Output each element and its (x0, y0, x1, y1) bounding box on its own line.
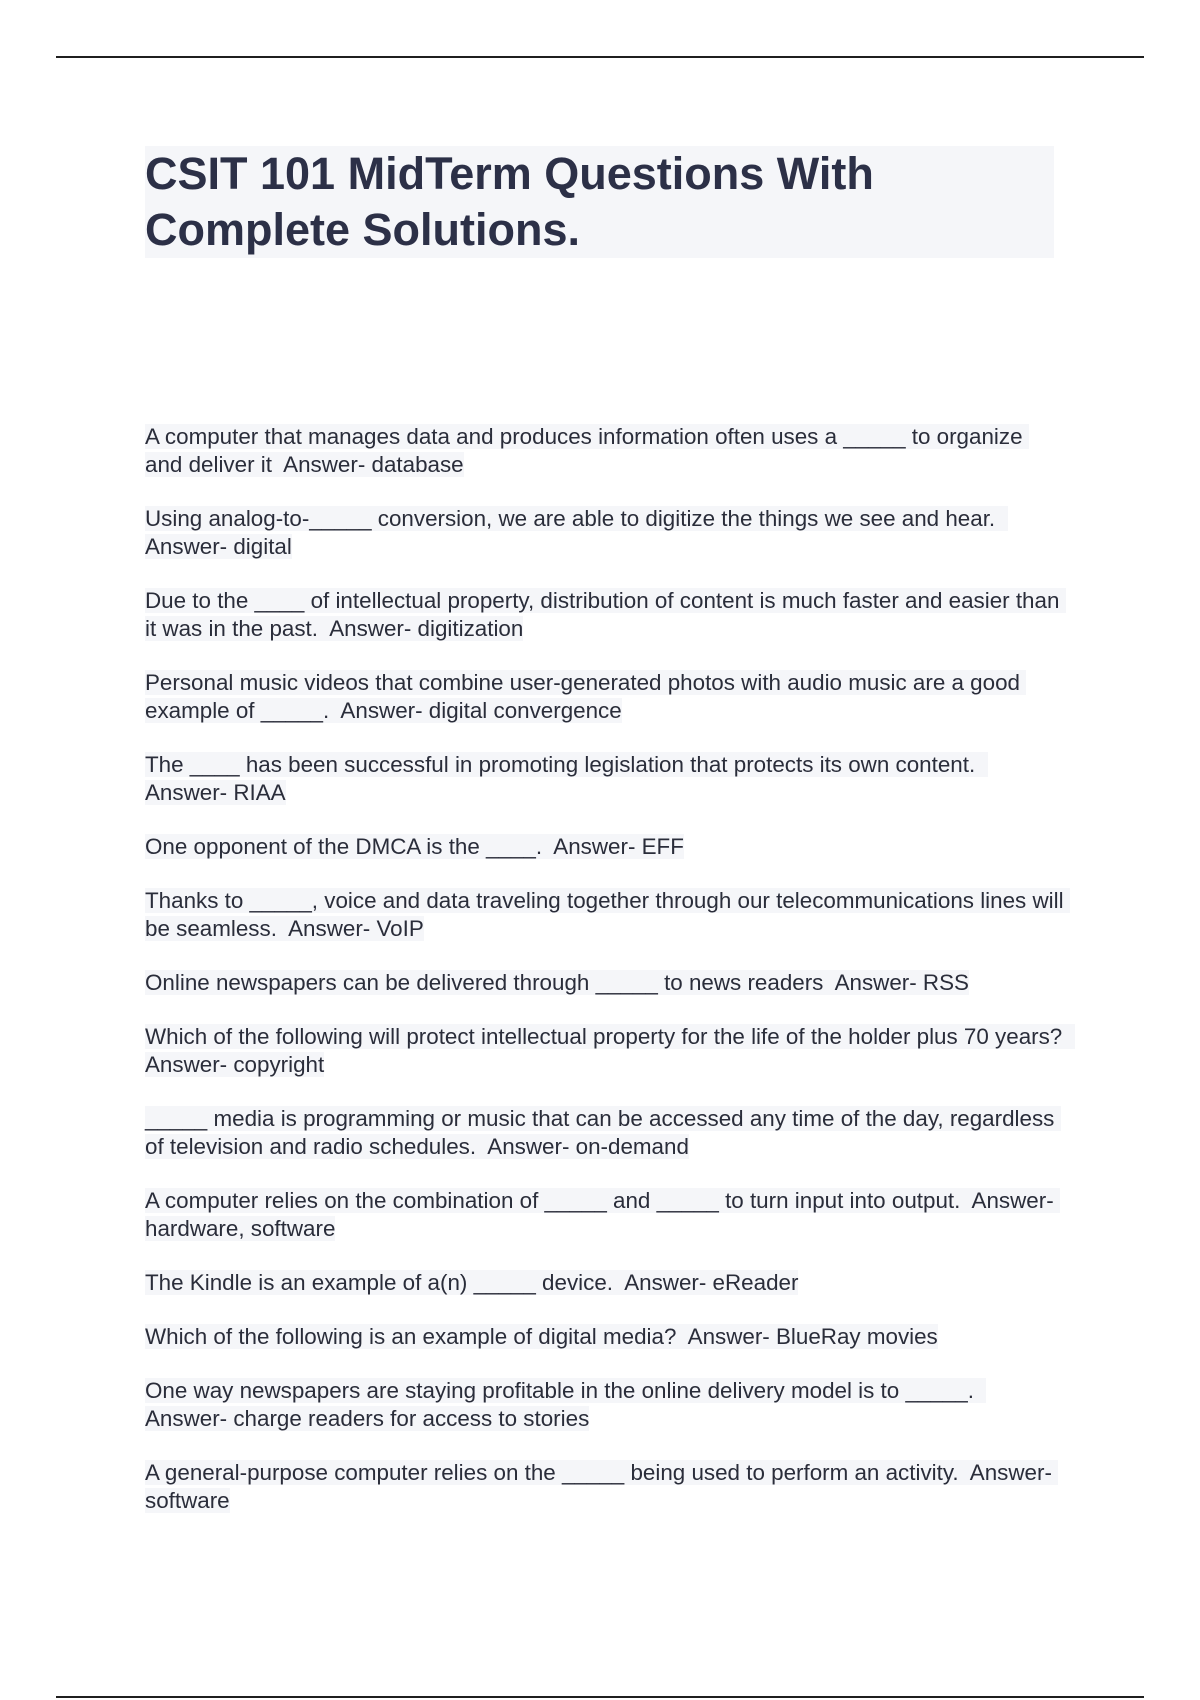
question-item (145, 505, 1065, 561)
question-item (145, 1023, 1075, 1079)
question-item (145, 833, 1065, 861)
question-item (145, 887, 1070, 943)
question-item (145, 1105, 1065, 1161)
question-item (145, 423, 1065, 479)
question-text: Which of the following is an example of digital media? Answer- BlueRay movies (145, 1324, 938, 1349)
question-item (145, 587, 1065, 643)
question-text: Due to the ____ of intellectual property, distribution of content is much faster and easier than it was in the past. Answer- digitization (145, 588, 1066, 641)
question-text: Thanks to _____, voice and data traveling together through our telecommunications lines will be seamless. Answer- VoIP (145, 888, 1070, 941)
question-text: The ____ has been successful in promoting legislation that protects its own content. Answer- RIAA (145, 752, 988, 805)
bottom-divider (56, 1696, 1144, 1698)
title-line-1: CSIT 101 MidTerm Questions With (145, 148, 874, 199)
question-text: The Kindle is an example of a(n) _____ device. Answer- eReader (145, 1270, 799, 1295)
question-text: A computer that manages data and produces information often uses a _____ to organize and deliver it Answer- database (145, 424, 1029, 477)
question-item (145, 1459, 1065, 1515)
question-item (145, 1323, 1065, 1351)
question-list (145, 423, 1075, 1541)
question-text: Personal music videos that combine user-generated photos with audio music are a good example of _____. Answer- digital convergence (145, 670, 1027, 723)
title-line-2: Complete Solutions. (145, 204, 581, 255)
question-item (145, 669, 1065, 725)
top-divider (56, 56, 1144, 58)
question-text: Online newspapers can be delivered through _____ to news readers Answer- RSS (145, 970, 969, 995)
question-item (145, 1377, 1065, 1433)
question-item (145, 751, 1065, 807)
question-text: A computer relies on the combination of _____ and _____ to turn input into output. Answer- hardware, software (145, 1188, 1060, 1241)
question-item (145, 1187, 1065, 1243)
question-item (145, 969, 1065, 997)
question-text: Using analog-to-_____ conversion, we are able to digitize the things we see and hear. Answer- digital (145, 506, 1008, 559)
question-item (145, 1269, 1065, 1297)
question-text: _____ media is programming or music that can be accessed any time of the day, regardless of television and radio schedules. Answer- on-demand (145, 1106, 1061, 1159)
question-text: One opponent of the DMCA is the ____. Answer- EFF (145, 834, 684, 859)
page-title (145, 146, 1054, 258)
question-text: One way newspapers are staying profitable in the online delivery model is to _____. Answer- charge readers for access to stories (145, 1378, 987, 1431)
question-text: Which of the following will protect intellectual property for the life of the holder plus 70 years? Answer- copyright (145, 1024, 1075, 1077)
question-text: A general-purpose computer relies on the _____ being used to perform an activity. Answer- software (145, 1460, 1059, 1513)
